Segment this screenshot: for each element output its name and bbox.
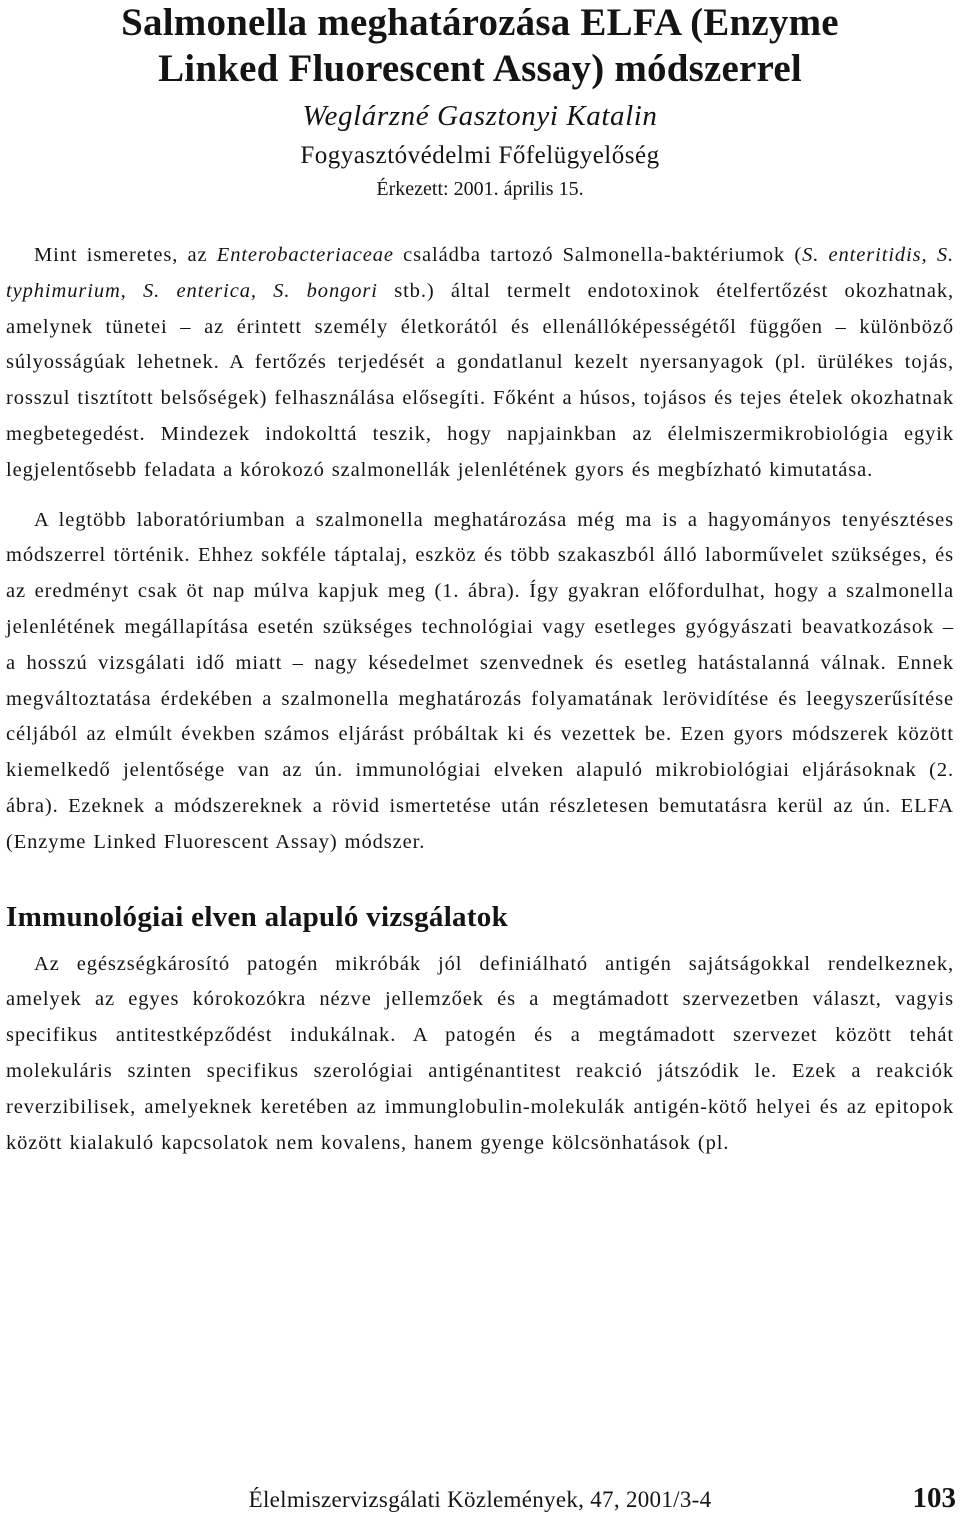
- paragraph-text: családba tartozó Salmonella-baktériumok (: [393, 244, 803, 266]
- author-name: Weglárzné Gasztonyi Katalin: [302, 100, 658, 132]
- intro-paragraph-1: [6, 238, 954, 489]
- italic-term: Enterobacteriaceae: [216, 244, 394, 266]
- author-affiliation: Fogyasztóvédelmi Főfelügyelőség: [300, 142, 660, 169]
- paragraph-text: stb.) által termelt endotoxinok ételfertőzést okozhatnak, amelynek tünetei – az érintett személy életkorától és ellenállóképességétől függően – különböző súlyosságúak lehetnek. A fertőzés terjedését a gondatlanul kezelt nyersanyagok (pl. ürülékes tojás, rosszul tisztított belsőségek) felhasználása elősegíti. Főként a húsos, tojásos és tejes ételek okozhatnak megbetegedést. Mindezek indokolttá teszik, hogy napjainkban az élelmiszermikrobiológia egyik legjelentősebb feladata a kórokozó szalmonellák jelenlétének gyors és megbízható kimutatása.: [6, 279, 954, 481]
- section-heading: Immunológiai elven alapuló vizsgálatok: [6, 900, 509, 933]
- received-date: Érkezett: 2001. április 15.: [376, 178, 584, 200]
- section-paragraph-1: [6, 947, 954, 1162]
- journal-citation: Élelmiszervizsgálati Közlemények, 47, 2001/3-4: [248, 1487, 712, 1512]
- paragraph-text: Mint ismeretes, az: [34, 244, 217, 266]
- paragraph-text: Az egészségkárosító patogén mikróbák jól definiálható antigén sajátságokkal rendelkeznek, amelyek az egyes kórokozókra nézve jellemzőek és a megtámadott szervezetben választ, vagyis specifikus antitestképződést indukálnak. A patogén és a megtámadott szervezet között tehát molekuláris szinten specifikus szerológiai antigénantitest reakció játszódik le. Ezek a reakciók reverzibilisek, amelyeknek keretében az immunglobulin-molekulák antigén-kötő helyei és az epitopok között kialakuló kapcsolatok nem kovalens, hanem gyenge kölcsönhatások (pl.: [6, 952, 954, 1154]
- paragraph-text: A legtöbb laboratóriumban a szalmonella meghatározása még ma is a hagyományos tenyésztéses módszerrel történik. Ehhez sokféle táptalaj, eszköz és több szakaszból álló laborművelet szükséges, és az eredményt csak öt nap múlva kapjuk meg (1. ábra). Így gyakran előfordulhat, hogy a szalmonella jelenlétének megállapítása esetén szükséges technológiai vagy esetleges gyógyászati beavatkozások – a hosszú vizsgálati idő miatt – nagy késedelmet szenvednek és esetleg hatástalanná válnak. Ennek megváltoztatása érdekében a szalmonella meghatározás folyamatának lerövidítése és leegyszerűsítése céljából az elmúlt években számos eljárást próbáltak ki és vezettek be. Ezen gyors módszerek között kiemelkedő jelentősége van az ún. immunológiai elveken alapuló mikrobiológiai eljárásoknak (2. ábra). Ezeknek a módszereknek a rövid ismertetése után részletesen bemutatásra kerül az ún. ELFA (Enzyme Linked Fluorescent Assay) módszer.: [6, 508, 954, 853]
- page-number: 103: [912, 1482, 956, 1514]
- article-title-line-1: Salmonella meghatározása ELFA (Enzyme: [121, 1, 839, 44]
- italic-term: S. enteritidis, S. typhimurium, S. enterica, S. bongori: [6, 244, 954, 302]
- page-footer: [0, 1483, 960, 1517]
- intro-paragraph-2: [6, 503, 954, 861]
- article-title-line-2: Linked Fluorescent Assay) módszerrel: [158, 47, 802, 90]
- article-title: [6, 0, 954, 92]
